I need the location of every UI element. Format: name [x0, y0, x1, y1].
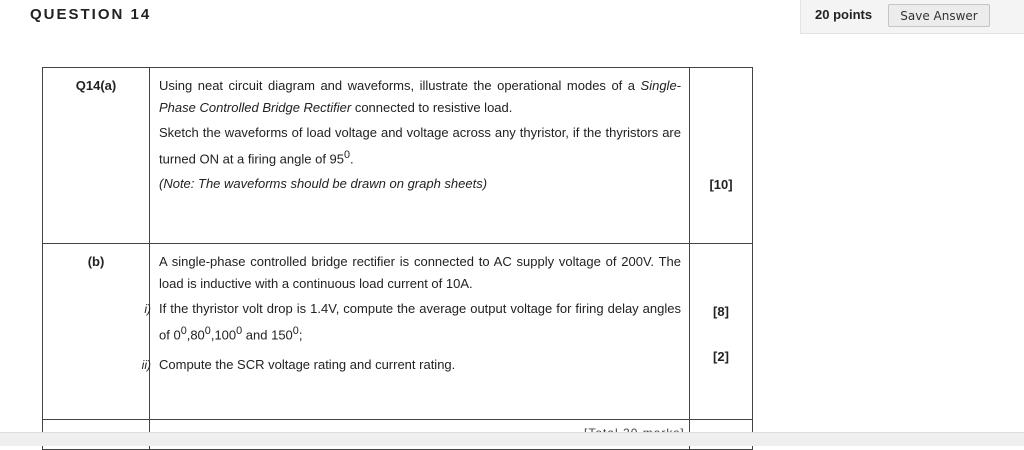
part-a-instruction: Using neat circuit diagram and waveforms, illustrate the operational modes of a Single-Phase Controlled Bridge Rectifier connected to resistive load. [159, 78, 681, 115]
sub-question-ii-number: ii) [141, 358, 151, 373]
sub-question-ii-marks: [2] [713, 349, 729, 364]
part-a-marks-cell [690, 68, 753, 244]
sub-question-i: i) If the thyristor volt drop is 1.4V, compute the average output voltage for firing delay angles of $0^0,80^0,100^0$ and $150^0$; [159, 298, 681, 346]
rectifier-name: Single-Phase Controlled Bridge Rectifier [159, 78, 681, 115]
part-a-note: (Note: The waveforms should be drawn on graph sheets) [159, 176, 488, 192]
sub-question-i-number: i) [144, 302, 151, 316]
part-a-label-cell [43, 68, 150, 244]
part-a-marks: [10] [709, 177, 733, 192]
save-answer-button[interactable]: Save Answer [888, 4, 990, 27]
part-a-label: Q14(a) [75, 78, 117, 93]
part-b-content-cell [141, 244, 690, 420]
points-label: 20 points [815, 7, 873, 22]
question-title: QUESTION 14 [30, 6, 152, 23]
table-row-part-b [43, 244, 753, 420]
part-a-content-cell [150, 68, 690, 244]
question-table [42, 67, 753, 450]
part-b-label-cell [43, 244, 150, 420]
window-bottom-bar [0, 432, 1024, 446]
part-b-label: (b) [87, 254, 105, 269]
part-b-intro: A single-phase controlled bridge rectifier is connected to AC supply voltage of 200V. The load is inductive with a continuous load current of 10A. [159, 254, 681, 291]
part-a-sketch-instruction: Sketch the waveforms of load voltage and voltage across any thyristor, if the thyristors are turned ON at a firing angle of $95^0$. [159, 125, 681, 167]
question-header [0, 0, 1024, 34]
sub-question-i-marks: [8] [713, 304, 729, 319]
table-row-part-a [43, 68, 753, 244]
sub-question-ii: ii) Compute the SCR voltage rating and current rating. [159, 354, 681, 376]
part-b-marks-cell [690, 244, 753, 420]
